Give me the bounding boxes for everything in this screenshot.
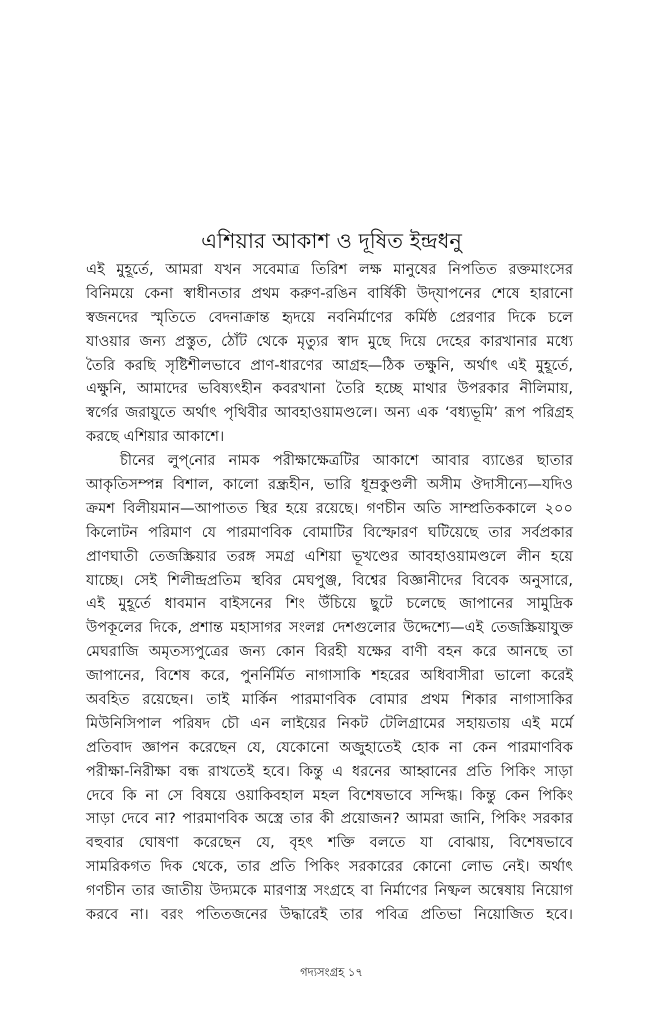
text-line: পরীক্ষা-নিরীক্ষা বন্ধ রাখতেই হবে। কিন্তু এ ধরনের আহ্বানের প্রতি পিকিং সাড়া: [86, 762, 573, 780]
text-line: দেবে কি না সে বিষয়ে ওয়াকিবহাল মহল বিশেষভাবে সন্দিগ্ধ। কিন্তু কেন পিকিং: [86, 786, 573, 804]
text-line: জাপানের, বিশেষ করে, পুনর্নির্মিত নাগাসাকি শহরের অধিবাসীরা ভালো করেই: [86, 667, 573, 685]
text-line: উপকূলের দিকে, প্রশান্ত মহাসাগর সংলগ্ন দেশগুলোর উদ্দেশ্যে—এই তেজস্ক্রিয়াযুক্ত: [86, 619, 573, 637]
text-line: তৈরি করছি সৃষ্টিশীলভাবে প্রাণ-ধারণের আগ্রহ—ঠিক তক্ষুনি, অর্থাৎ এই মুহূর্তে,: [86, 356, 573, 374]
text-line: ক্রমশ বিলীয়মান—আপাতত স্থির হয়ে রয়েছে। গণচীন অতি সাম্প্রতিককালে ২০০: [86, 499, 573, 517]
body-text: [86, 258, 573, 927]
paragraph-2: [86, 449, 573, 927]
text-line: চীনের লুপ্‌নোর নামক পরীক্ষাক্ষেত্রটির আকাশে আবার ব্যাঙের ছাতার: [120, 452, 573, 470]
text-line: প্রতিবাদ জ্ঞাপন করেছেন যে, যেকোনো অজুহাতেই হোক না কেন পারমাণবিক: [86, 738, 573, 756]
text-line: এক্ষুনি, আমাদের ভবিষ্যৎহীন কবরখানা তৈরি হচ্ছে মাথার উপরকার নীলিমায়,: [86, 380, 573, 398]
chapter-title: এশিয়ার আকাশ ও দূষিত ইন্দ্রধনু: [201, 229, 462, 253]
text-line: যাওয়ার জন্য প্রস্তুত, ঠোঁট থেকে মৃত্যুর স্বাদ মুছে দিয়ে দেহের কারখানার মধ্যে: [86, 332, 573, 350]
text-line: গণচীন তার জাতীয় উদ্যমকে মারণাস্ত্র সংগ্রহে বা নির্মাণের নিষ্ফল অন্বেষায় নিয়োগ: [86, 882, 573, 900]
text-line: সামরিকগত দিক থেকে, তার প্রতি পিকিং সরকারের কোনো লোভ নেই। অর্থাৎ: [86, 858, 573, 876]
text-line: করবে না। বরং পতিতজনের উদ্ধারেই তার পবিত্র প্রতিভা নিয়োজিত হবে।: [86, 906, 573, 924]
paragraph-1: [86, 258, 573, 449]
text-line: এই মুহূর্তে, আমরা যখন সবেমাত্র তিরিশ লক্ষ মানুষের নিপতিত রক্তমাংসের: [86, 261, 573, 278]
text-line: যাচ্ছে। সেই শিলীন্দ্রপ্রতিম স্থবির মেঘপুঞ্জ, বিশ্বের বিজ্ঞানীদের বিবেক অনুসারে,: [86, 571, 573, 589]
text-line: মিউনিসিপাল পরিষদ চৌ এন লাইয়ের নিকট টেলিগ্রামের সহায়তায় এই মর্মে: [86, 714, 573, 732]
text-line: অবহিত রয়েছেন। তাই মার্কিন পারমাণবিক বোমার প্রথম শিকার নাগাসাকির: [86, 691, 573, 709]
text-line: কিলোটন পরিমাণ যে পারমাণবিক বোমাটির বিস্ফোরণ ঘটিয়েছে তার সর্বপ্রকার: [86, 523, 573, 541]
page-footer: গদ্যসংগ্রহ ১৭: [300, 965, 363, 979]
text-line: মেঘরাজি অমৃতস্যপুত্রের জন্য কোন বিরহী যক্ষের বাণী বহন করে আনছে তা: [86, 643, 573, 661]
text-line: করছে এশিয়ার আকাশে।: [86, 428, 225, 446]
text-line: এই মুহূর্তে ধাবমান বাইসনের শিং উঁচিয়ে ছুটে চলেছে জাপানের সামুদ্রিক: [86, 595, 573, 613]
text-line: সাড়া দেবে না? পারমাণবিক অস্ত্রে তার কী প্রয়োজন? আমরা জানি, পিকিং সরকার: [86, 810, 573, 828]
text-line: স্বজনদের স্মৃতিতে বেদনাক্রান্ত হৃদয়ে নবনির্মাণের কর্মিষ্ঠ প্রেরণার দিকে চলে: [86, 308, 573, 326]
text-line: স্বর্গের জরায়ুতে অর্থাৎ পৃথিবীর আবহাওয়ামণ্ডলে। অন্য এক ‘বধ্যভূমি’ রূপ পরিগ্রহ: [86, 404, 573, 422]
text-line: প্রাণঘাতী তেজস্ক্রিয়ার তরঙ্গ সমগ্র এশিয়া ভূখণ্ডের আবহাওয়ামণ্ডলে লীন হয়ে: [86, 547, 573, 565]
text-line: বহুবার ঘোষণা করেছেন যে, বৃহৎ শক্তি বলতে যা বোঝায়, বিশেষভাবে: [86, 834, 573, 852]
text-line: আকৃতিসম্পন্ন বিশাল, কালো রন্ধ্রহীন, ভারি ধূম্রকুণ্ডলী অসীম ঔদাসীন্যে—যদিও: [86, 476, 573, 494]
text-line: বিনিময়ে কেনা স্বাধীনতার প্রথম করুণ-রঙিন বার্ষিকী উদ্‌যাপনের শেষে হারানো: [86, 284, 573, 302]
